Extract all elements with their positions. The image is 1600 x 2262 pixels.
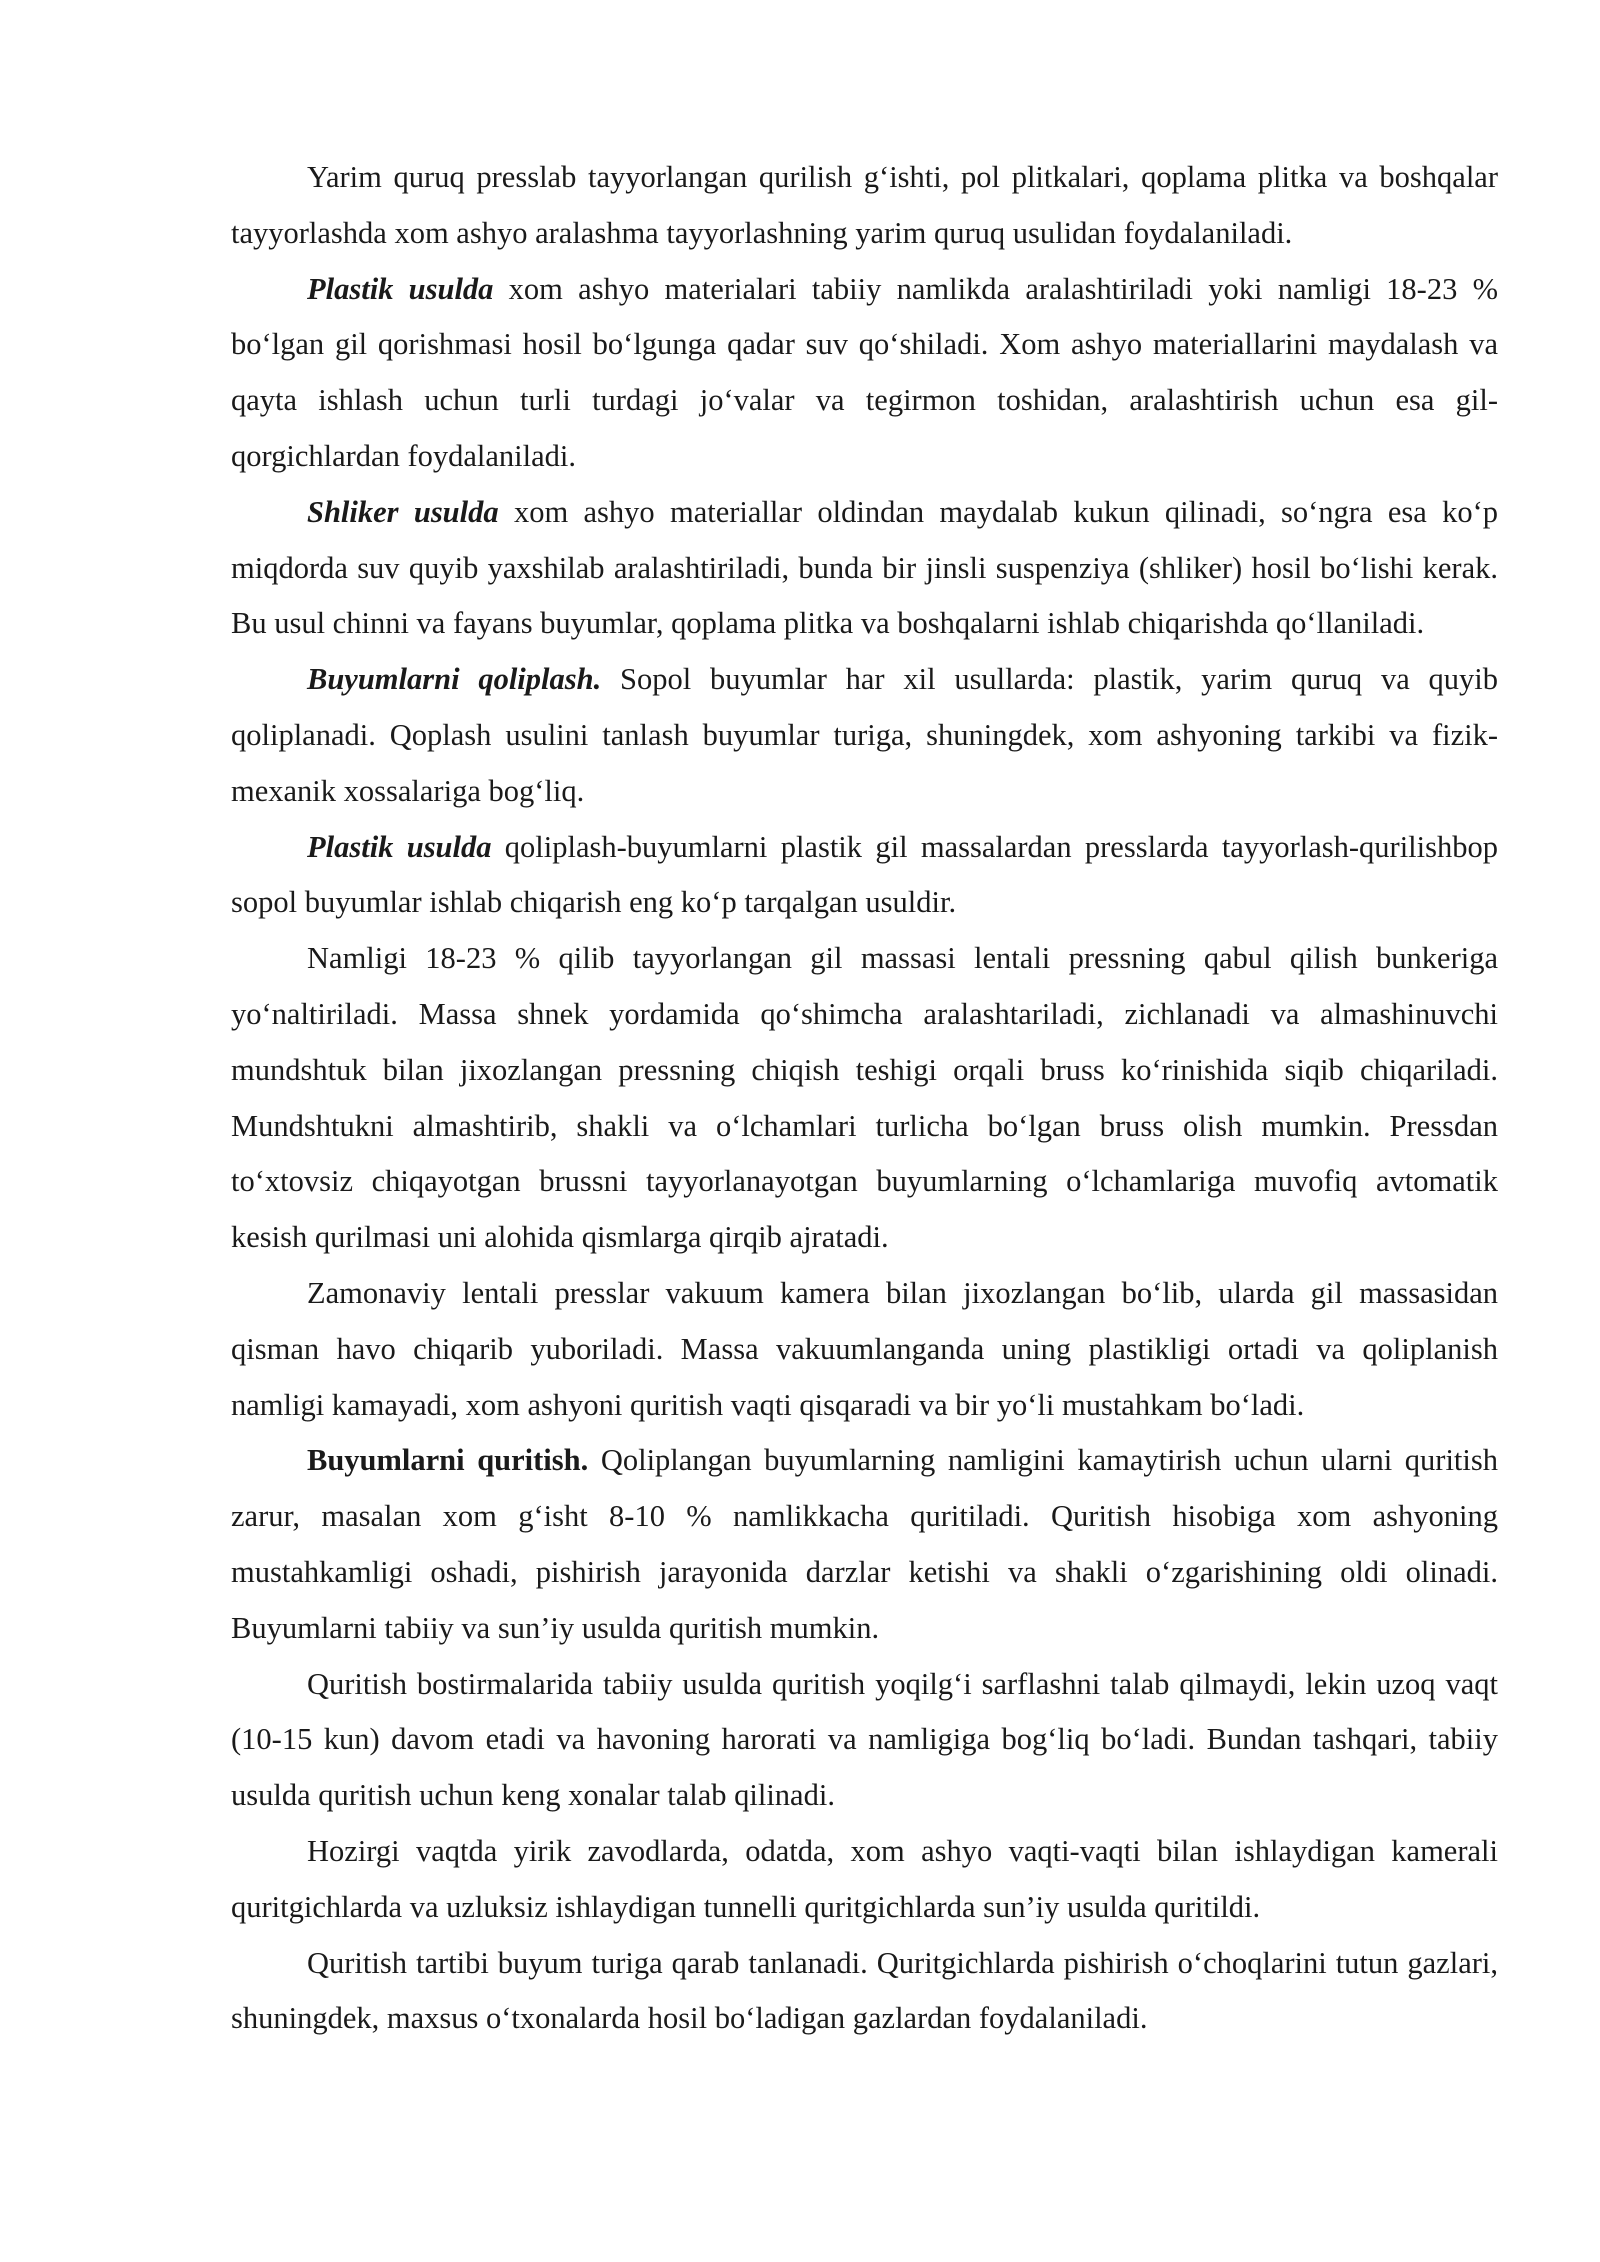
paragraph-11 bbox=[231, 1936, 1498, 2048]
paragraph-1-text: Yarim quruq presslab tayyorlangan qurilish g‘ishti, pol plitkalari, qoplama plitka va boshqalar tayyorlashda xom ashyo aralashma tayyorlashning yarim quruq usulidan foydalaniladi. bbox=[231, 160, 1498, 250]
paragraph-1 bbox=[231, 150, 1498, 262]
paragraph-3-lead: Shliker usulda bbox=[307, 494, 499, 529]
paragraph-7 bbox=[231, 1266, 1498, 1433]
paragraph-2 bbox=[231, 262, 1498, 485]
paragraph-3 bbox=[231, 485, 1498, 652]
paragraph-5 bbox=[231, 820, 1498, 932]
paragraph-3-text: xom ashyo materiallar oldindan maydalab kukun qilinadi, so‘ngra esa ko‘p miqdorda suv quyib yaxshilab aralashtiriladi, bunda bir jinsli suspenziya (shliker) hosil bo‘lishi kerak. Bu usul chinni va fayans buyumlar, qoplama plitka va boshqalarni ishlab chiqarishda qo‘llaniladi. bbox=[231, 494, 1498, 641]
paragraph-4-lead: Buyumlarni qoliplash. bbox=[307, 662, 602, 697]
paragraph-11-text: Quritish tartibi buyum turiga qarab tanlanadi. Quritgichlarda pishirish o‘choqlarini tutun gazlari, shuningdek, maxsus o‘txonalarda hosil bo‘ladigan gazlardan foydalaniladi. bbox=[231, 1945, 1498, 2036]
paragraph-2-text: xom ashyo materialari tabiiy namlikda aralashtiriladi yoki namligi 18-23 % bo‘lgan gil qorishmasi hosil bo‘lgunga qadar suv qo‘shiladi. Xom ashyo materiallarini maydalash va qayta ishlash uchun turli turdagi jo‘valar va tegirmon toshidan, aralashtirish uchun esa gil-qorgichlardan foydalaniladi. bbox=[231, 271, 1498, 473]
paragraph-9 bbox=[231, 1657, 1498, 1824]
paragraph-2-lead: Plastik usulda bbox=[307, 271, 494, 306]
paragraph-8-lead: Buyumlarni quritish. bbox=[307, 1443, 589, 1478]
paragraph-5-text: qoliplash-buyumlarni plastik gil massalardan presslarda tayyorlash-qurilishbop sopol buyumlar ishlab chiqarish eng ko‘p tarqalgan usuldir. bbox=[231, 829, 1498, 920]
paragraph-4-text: Sopol buyumlar har xil usullarda: plastik, yarim quruq va quyib qoliplanadi. Qoplash usulini tanlash buyumlar turiga, shuningdek, xom ashyoning tarkibi va fizik-mexanik xossalariga bog‘liq. bbox=[231, 662, 1498, 808]
paragraph-8 bbox=[231, 1433, 1498, 1656]
paragraph-7-text: Zamonaviy lentali presslar vakuum kamera bilan jixozlangan bo‘lib, ularda gil massasidan qisman havo chiqarib yuboriladi. Massa vakuumlanganda uning plastikligi ortadi va qoliplanish namligi kamayadi, xom ashyoni quritish vaqti qisqaradi va bir yo‘li mustahkam bo‘ladi. bbox=[231, 1275, 1498, 1422]
paragraph-9-text: Quritish bostirmalarida tabiiy usulda quritish yoqilg‘i sarflashni talab qilmaydi, lekin uzoq vaqt (10-15 kun) davom etadi va havoning harorati va namligiga bog‘liq bo‘ladi. Bundan tashqari, tabiiy usulda quritish uchun keng xonalar talab qilinadi. bbox=[231, 1666, 1498, 1813]
paragraph-5-lead: Plastik usulda bbox=[307, 829, 492, 864]
paragraph-6 bbox=[231, 931, 1498, 1266]
paragraph-10-text: Hozirgi vaqtda yirik zavodlarda, odatda, xom ashyo vaqti-vaqti bilan ishlaydigan kamerali quritgichlarda va uzluksiz ishlaydigan tunnelli quritgichlarda sun’iy usulda quritildi. bbox=[231, 1833, 1498, 1924]
paragraph-4 bbox=[231, 652, 1498, 819]
paragraph-8-text: Qoliplangan buyumlarning namligini kamaytirish uchun ularni quritish zarur, masalan xom g‘isht 8-10 % namlikkacha quritiladi. Quritish hisobiga xom ashyoning mustahkamligi oshadi, pishirish jarayonida darzlar ketishi va shakli o‘zgarishining oldi olinadi. Buyumlarni tabiiy va sun’iy usulda quritish mumkin. bbox=[231, 1443, 1498, 1645]
document-page bbox=[231, 150, 1498, 2047]
paragraph-6-text: Namligi 18-23 % qilib tayyorlangan gil massasi lentali pressning qabul qilish bunkeriga yo‘naltiriladi. Massa shnek yordamida qo‘shimcha aralashtariladi, zichlanadi va almashinuvchi mundshtuk bilan jixozlangan pressning chiqish teshigi orqali bruss ko‘rinishida siqib chiqariladi. Mundshtukni almashtirib, shakli va o‘lchamlari turlicha bo‘lgan bruss olish mumkin. Pressdan to‘xtovsiz chiqayotgan brussni tayyorlanayotgan buyumlarning o‘lchamlariga muvofiq avtomatik kesish qurilmasi uni alohida qismlarga qirqib ajratadi. bbox=[231, 941, 1498, 1255]
paragraph-10 bbox=[231, 1824, 1498, 1936]
